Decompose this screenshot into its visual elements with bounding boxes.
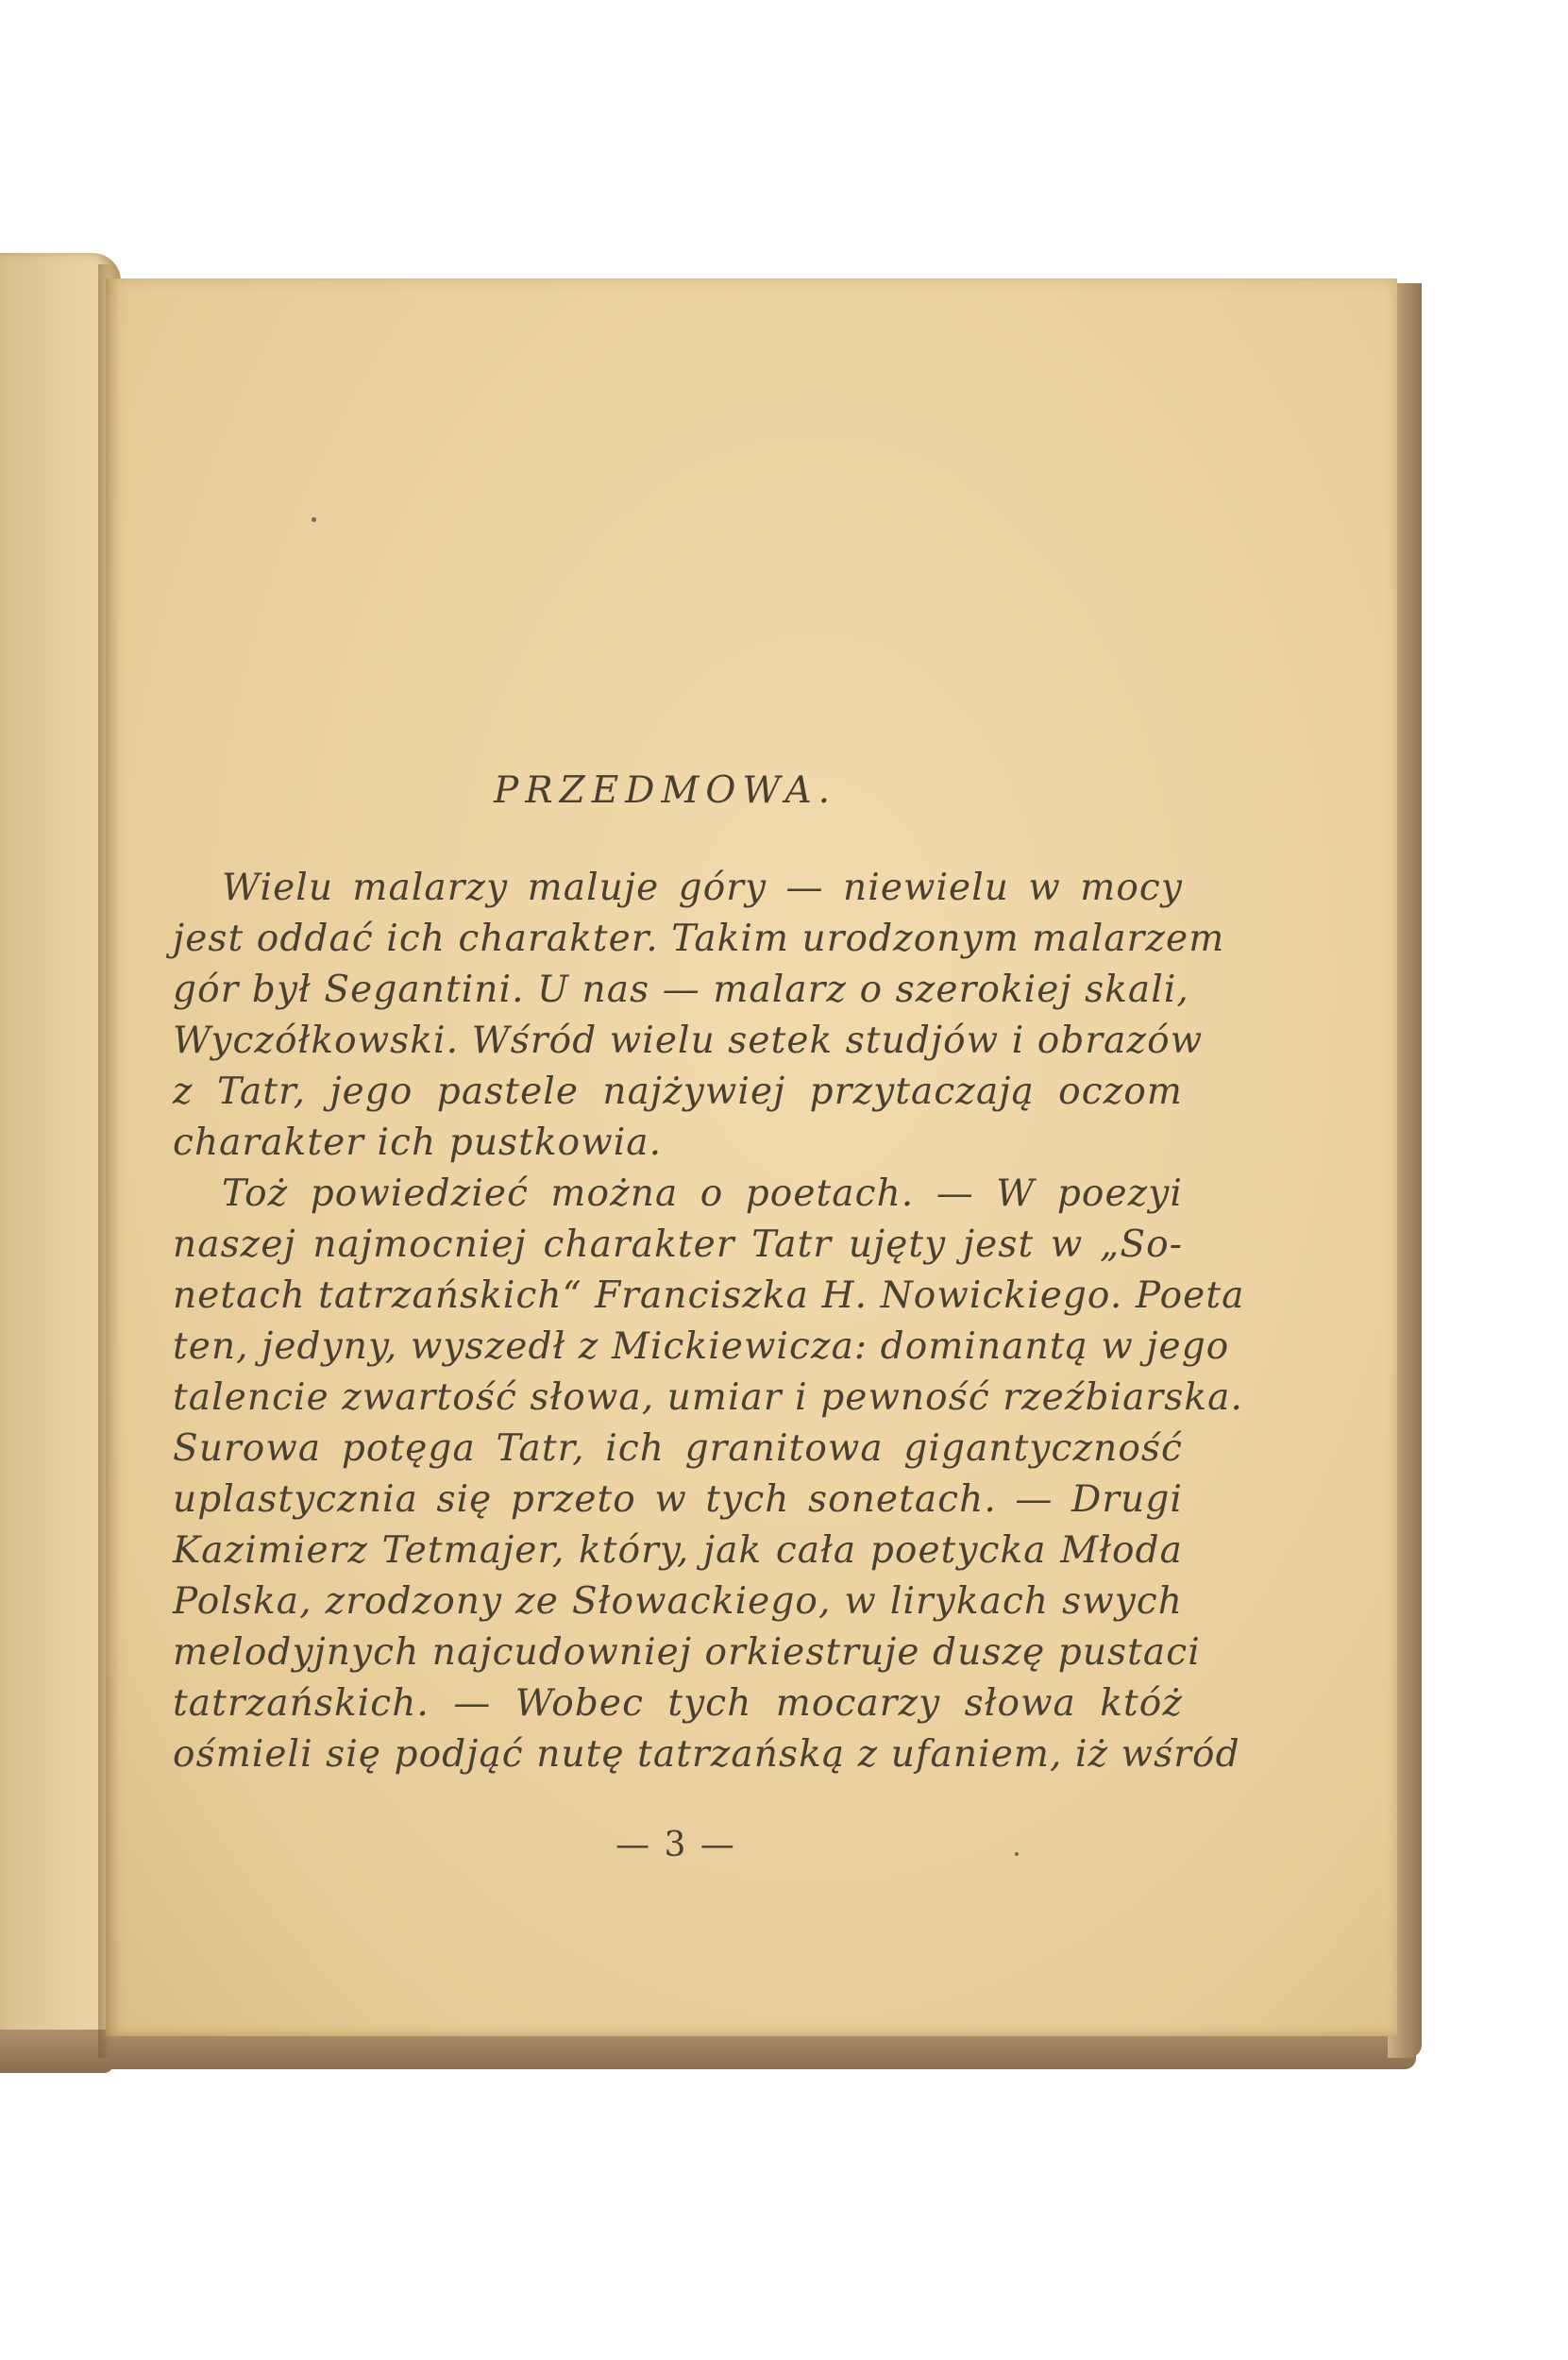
page-heading: PRZEDMOWA. xyxy=(494,769,837,812)
text-line: talencie zwartość słowa, umiar i pewność rzeźbiarska. xyxy=(173,1376,1243,1419)
paper-speck xyxy=(1015,1852,1019,1856)
paper-speck xyxy=(312,517,316,522)
text-line: Kazimierz Tetmajer, który, jak cała poetycka Młoda xyxy=(173,1529,1183,1572)
text-line: ośmieli się podjąć nutę tatrzańską z ufaniem, iż wśród xyxy=(173,1733,1240,1776)
text-line: netach tatrzańskich“ Franciszka H. Nowickiego. Poeta xyxy=(173,1274,1245,1317)
text-line: ten, jedyny, wyszedł z Mickiewicza: dominantą w jego xyxy=(173,1325,1230,1368)
text-line: uplastycznia się przeto w tych sonetach. — Drugi xyxy=(173,1478,1183,1521)
text-line: melodyjnych najcudowniej orkiestruje duszę pustaci xyxy=(173,1631,1201,1674)
text-line: Surowa potęga Tatr, ich granitowa gigantyczność xyxy=(173,1427,1183,1470)
text-line: Polska, zrodzony ze Słowackiego, w lirykach swych xyxy=(173,1580,1183,1623)
text-line: gór był Segantini. U nas — malarz o szerokiej skali, xyxy=(173,969,1189,1011)
text-line: tatrzańskich. — Wobec tych mocarzy słowa któż xyxy=(173,1682,1183,1725)
text-line: jest oddać ich charakter. Takim urodzonym malarzem xyxy=(173,918,1225,960)
text-line: charakter ich pustkowia. xyxy=(173,1121,663,1164)
text-line: Toż powiedzieć można o poetach. — W poezyi xyxy=(222,1172,1183,1215)
text-line: Wyczółkowski. Wśród wielu setek studjów i obrazów xyxy=(173,1020,1204,1062)
page-number: — 3 — xyxy=(615,1826,736,1864)
text-line: naszej najmocniej charakter Tatr ujęty jest w „So- xyxy=(173,1223,1183,1266)
text-line: Wielu malarzy maluje góry — niewielu w mocy xyxy=(222,867,1183,909)
text-line: z Tatr, jego pastele najżywiej przytaczają oczom xyxy=(173,1070,1183,1113)
gutter-shadow xyxy=(98,264,119,2058)
left-cover-edge xyxy=(0,2030,113,2073)
